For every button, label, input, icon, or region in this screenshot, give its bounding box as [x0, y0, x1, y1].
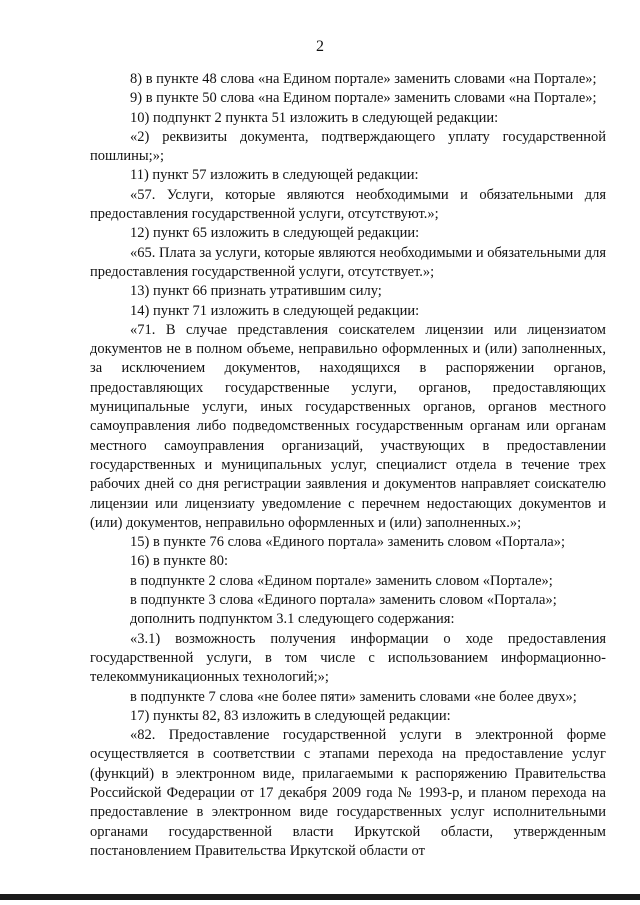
paragraph: 10) подпункт 2 пункта 51 изложить в следующей редакции: — [130, 109, 499, 126]
paragraph: «82. Предоставление государственной услуги в электронной форме осуществляется в соответствии с этапами перехода на предоставление услуг (функций) в электронном виде, прилагаемыми к распоряжению Правительства Российской Федерации от 17 декабря 2009 года № 1993-р, и планом перехода на предоставление в электронном виде государственных услуг исполнительными органами государственной власти Иркутской области, утвержденным постановлением Правительства Иркутской области от — [90, 727, 606, 859]
paragraph: «3.1) возможность получения информации о ходе предоставления государственной услуги, в том числе с использованием информационно-телекоммуникационных технологий;»; — [90, 630, 606, 686]
paragraph: 16) в пункте 80: — [130, 553, 228, 570]
paragraph: в подпункте 7 слова «не более пяти» заменить словами «не более двух»; — [130, 688, 577, 705]
document-body — [90, 70, 606, 861]
paragraph: «2) реквизиты документа, подтверждающего уплату государственной пошлины;»; — [90, 128, 606, 165]
paragraph: 14) пункт 71 изложить в следующей редакции: — [130, 302, 420, 319]
paragraph: 11) пункт 57 изложить в следующей редакции: — [130, 167, 419, 184]
scan-edge-rule — [0, 894, 640, 900]
page-number: 2 — [316, 38, 324, 55]
paragraph: «71. В случае представления соискателем лицензии или лицензиатом документов не в полном объеме, неправильно оформленных и (или) заполненных, за исключением документов, находящихся в распоряжении органов, предоставляющих государственные услуги, органов, предоставляющих муниципальные услуги, иных государственных органов, органов местного самоуправления либо подведомственных государственным органам или органам местного самоуправления организаций, участвующих в предоставлении государственных и муниципальных услуг, специалист отдела в течение трех рабочих дней со дня регистрации заявления и документов направляет соискателю лицензии или лицензиату уведомление с перечнем недостающих документов и (или) документов, неправильно оформленных и (или) заполненных.»; — [90, 321, 606, 531]
paragraph: 13) пункт 66 признать утратившим силу; — [130, 283, 382, 300]
paragraph: «65. Плата за услуги, которые являются необходимыми и обязательными для предоставления государственной услуги, отсутствует.»; — [90, 244, 606, 280]
paragraph: дополнить подпунктом 3.1 следующего содержания: — [130, 611, 455, 628]
paragraph: 15) в пункте 76 слова «Единого портала» заменить словом «Портала»; — [130, 534, 565, 551]
paragraph: 8) в пункте 48 слова «на Едином портале» заменить словами «на Портале»; — [130, 71, 597, 87]
paragraph: 9) в пункте 50 слова «на Едином портале» заменить словами «на Портале»; — [130, 90, 597, 107]
paragraph: в подпункте 3 слова «Единого портала» заменить словом «Портала»; — [130, 592, 557, 609]
paragraph: в подпункте 2 слова «Едином портале» заменить словом «Портале»; — [130, 572, 553, 589]
paragraph: 17) пункты 82, 83 изложить в следующей редакции: — [130, 707, 451, 724]
paragraph: «57. Услуги, которые являются необходимыми и обязательными для предоставления государственной услуги, отсутствуют.»; — [90, 186, 606, 223]
paragraph: 12) пункт 65 изложить в следующей редакции: — [130, 225, 420, 242]
